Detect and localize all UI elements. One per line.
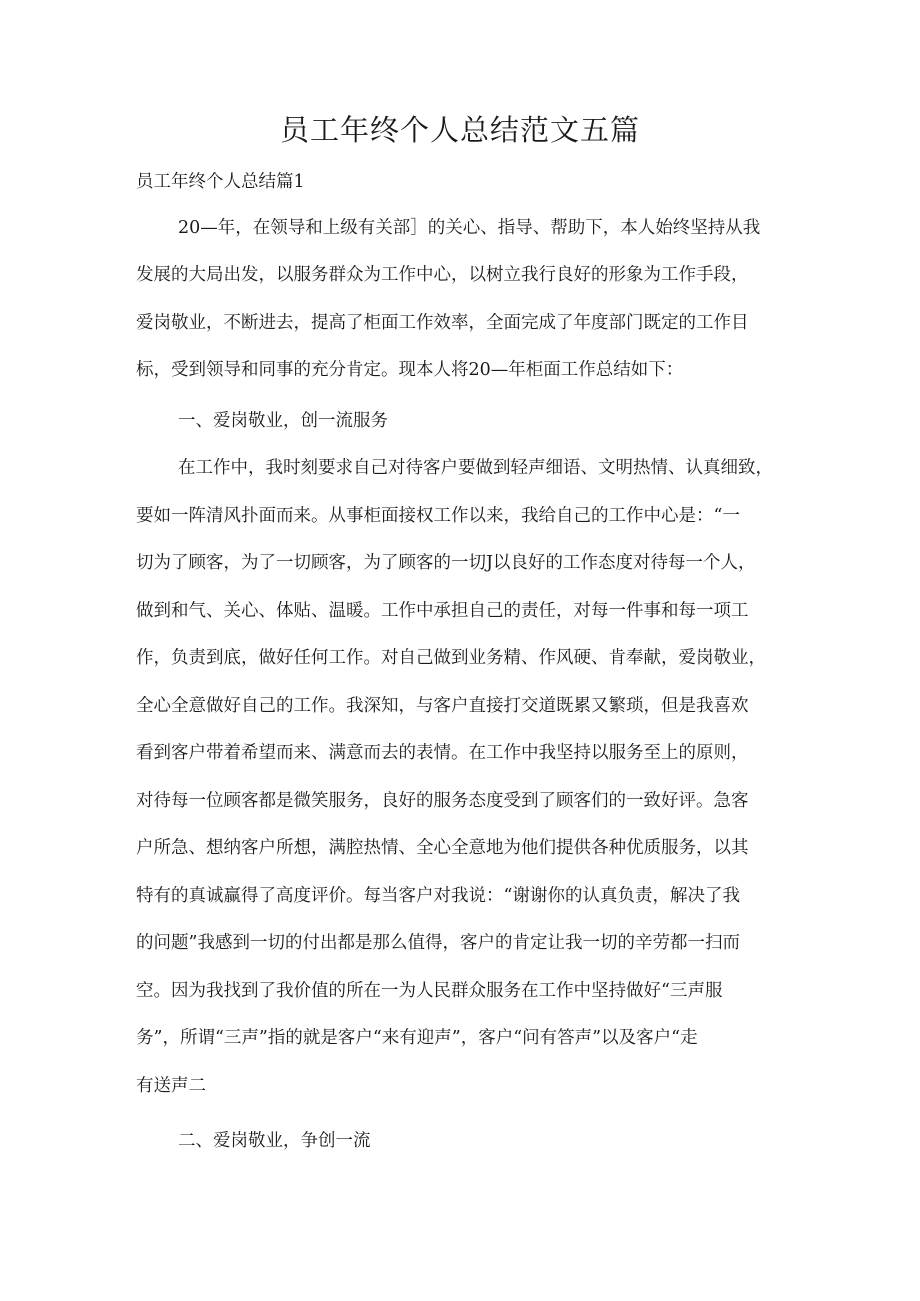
section-heading: 二、爱岗敬业，争创一流 (178, 1131, 371, 1151)
paragraph-line: 发展的大局出发，以服务群众为工作中心，以树立我行良好的形象为工作手段， (136, 265, 749, 285)
paragraph-line: 要如一阵清风扑面而来。从事柜面接权工作以来，我给自己的工作中心是：“一 (136, 506, 740, 526)
section-heading: 一、爱岗敬业，创一流服务 (178, 411, 388, 431)
paragraph-line: 全心全意做好自己的工作。我深知，与客户直接打交道既累又繁琐，但是我喜欢 (136, 696, 749, 716)
section-heading: 员工年终个人总结篇1 (136, 172, 305, 192)
paragraph-line: 爱岗敬业，不断进去，提高了柜面工作效率，全面完成了年度部门既定的工作目 (136, 313, 749, 333)
paragraph-line: 特有的真诚赢得了高度评价。每当客户对我说：“谢谢你的认真负责，解决了我 (136, 886, 740, 906)
paragraph-line: 务”，所谓“三声”指的就是客户“来有迎声”，客户“问有答声”以及客户“走 (136, 1028, 698, 1048)
paragraph-line: 对待每一位顾客都是微笑服务，良好的服务态度受到了顾客们的一致好评。急客 (136, 791, 749, 811)
paragraph-line: 20—年，在领导和上级有关部］的关心、指导、帮助下，本人始终坚持从我 (178, 218, 761, 238)
paragraph-line: 在工作中，我时刻要求自己对待客户要做到轻声细语、文明热情、认真细致， (178, 458, 773, 478)
paragraph-line: 标，受到领导和同事的充分肯定。现本人将20—年柜面工作总结如下： (136, 360, 684, 380)
paragraph-line: 作，负责到底，做好任何工作。对自己做到业务精、作风硬、肯奉献，爱岗敬业， (136, 648, 766, 668)
document-title: 员工年终个人总结范文五篇 (279, 113, 640, 147)
paragraph-line: 的问题”我感到一切的付出都是那么值得，客户的肯定让我一切的辛劳都一扫而 (136, 933, 740, 953)
paragraph-line: 看到客户带着希望而来、满意而去的表情。在工作中我坚持以服务至上的原则， (136, 743, 749, 763)
paragraph-line: 户所急、想纳客户所想，满腔热情、全心全意地为他们提供各种优质服务，以其 (136, 838, 749, 858)
paragraph-line: 切为了顾客，为了一切顾客，为了顾客的一切J以良好的工作态度对待每一个人， (136, 553, 756, 573)
paragraph-line: 空。因为我找到了我价值的所在一为人民群众服务在工作中坚持做好“三声服 (136, 981, 723, 1001)
paragraph-line: 有送声二 (136, 1076, 206, 1096)
paragraph-line: 做到和气、关心、体贴、温暖。工作中承担自己的责任，对每一件事和每一项工 (136, 601, 749, 621)
